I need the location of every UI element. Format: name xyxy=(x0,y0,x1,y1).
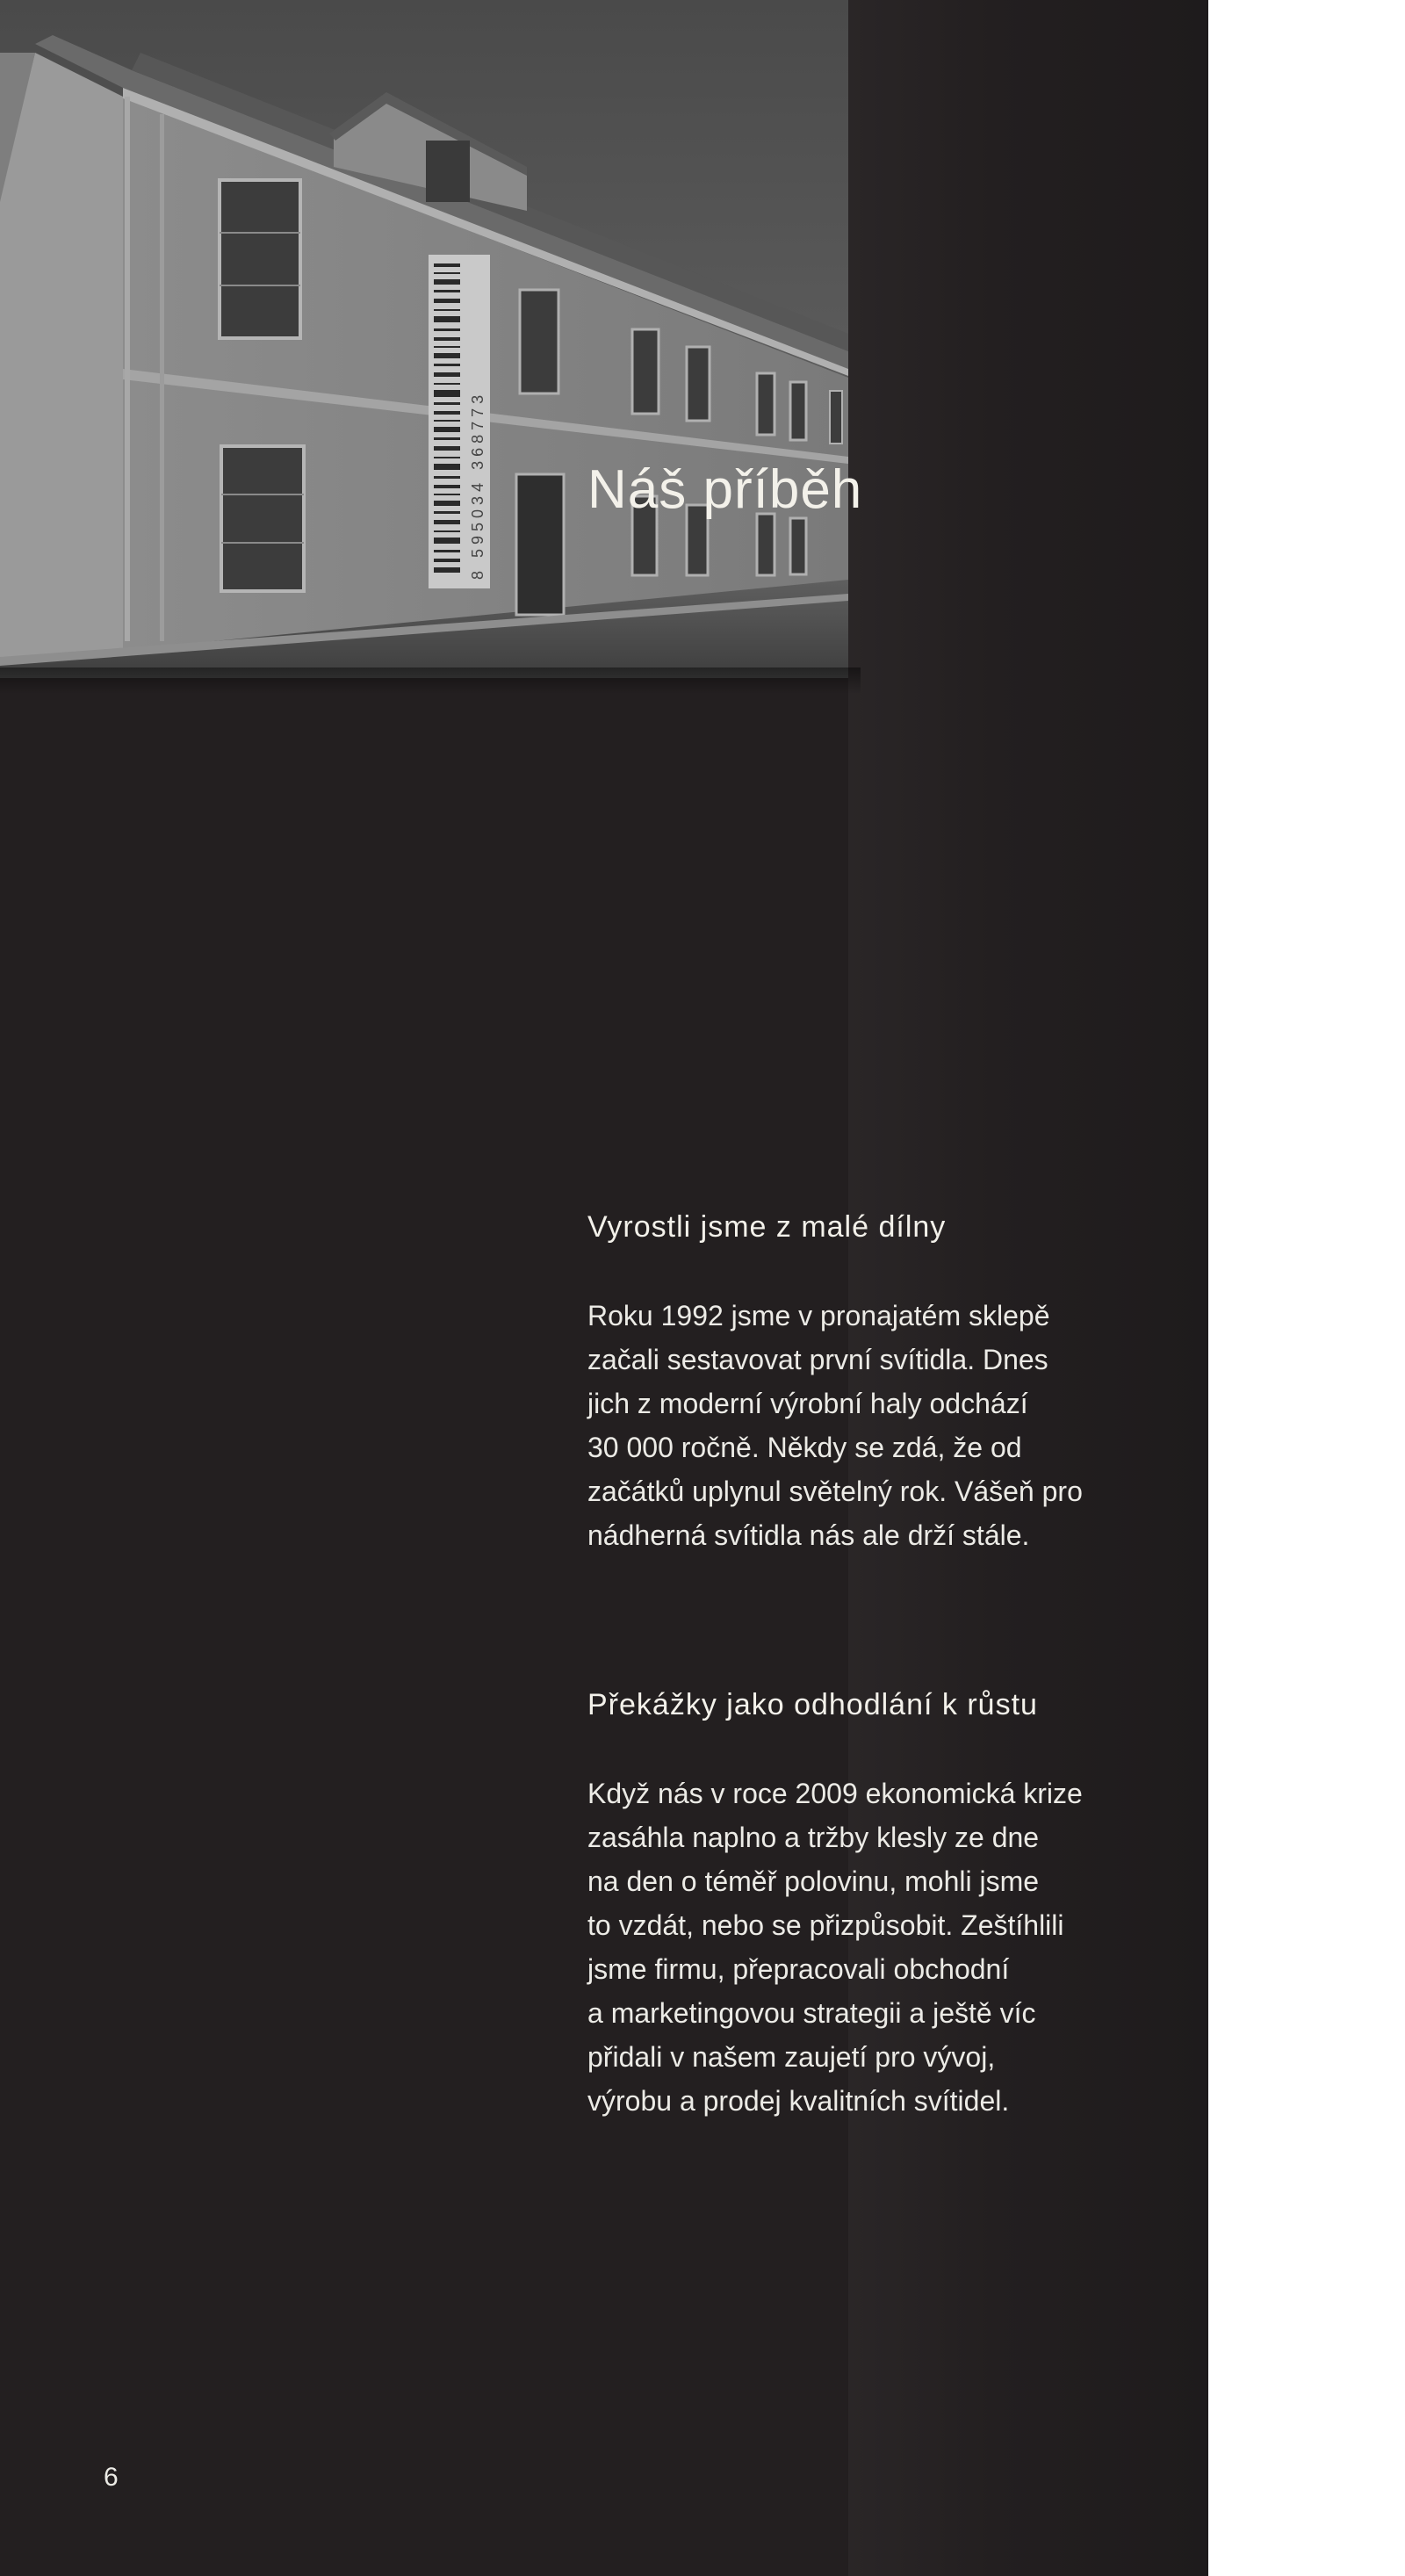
body-line: 30 000 ročně. Někdy se zdá, že od xyxy=(587,1432,1022,1463)
body-line: zasáhla naplno a tržby klesly ze dne xyxy=(587,1822,1040,1853)
body-line: nádherná svítidla nás ale drží stále. xyxy=(587,1519,1030,1551)
section-body-workshop xyxy=(587,1294,1132,1557)
body-line: jich z moderní výrobní haly odchází xyxy=(587,1388,1028,1419)
body-line: to vzdát, nebo se přizpůsobit. Zeštíhlili xyxy=(587,1909,1064,1941)
section-heading-workshop: Vyrostli jsme z malé dílny xyxy=(587,1210,947,1244)
section-heading-obstacles: Překážky jako odhodlání k růstu xyxy=(587,1688,1038,1721)
body-line: na den o téměř polovinu, mohli jsme xyxy=(587,1865,1040,1897)
building-sign-digits: 8 595034 368773 xyxy=(469,390,486,580)
section-body-obstacles xyxy=(587,1771,1132,2123)
body-line: přidali v našem zaujetí pro vývoj, xyxy=(587,2041,996,2073)
body-line: Když nás v roce 2009 ekonomická krize xyxy=(587,1778,1083,1809)
body-line: a marketingovou strategii a ještě víc xyxy=(587,1997,1036,2029)
factory-building-photo xyxy=(0,0,848,678)
body-line: jsme firmu, přepracovali obchodní xyxy=(587,1953,1010,1985)
body-line: začali sestavovat první svítidla. Dnes xyxy=(587,1344,1048,1375)
body-line: výrobu a prodej kvalitních svítidel. xyxy=(587,2085,1010,2117)
photo-bottom-shadow xyxy=(0,667,861,694)
body-line: Roku 1992 jsme v pronajatém sklepě xyxy=(587,1300,1050,1331)
body-line: začátků uplynul světelný rok. Vášeň pro xyxy=(587,1476,1083,1507)
page-title: Náš příběh xyxy=(587,459,863,520)
page-shadow-edge xyxy=(848,0,1208,2576)
page-number: 6 xyxy=(104,2463,119,2492)
